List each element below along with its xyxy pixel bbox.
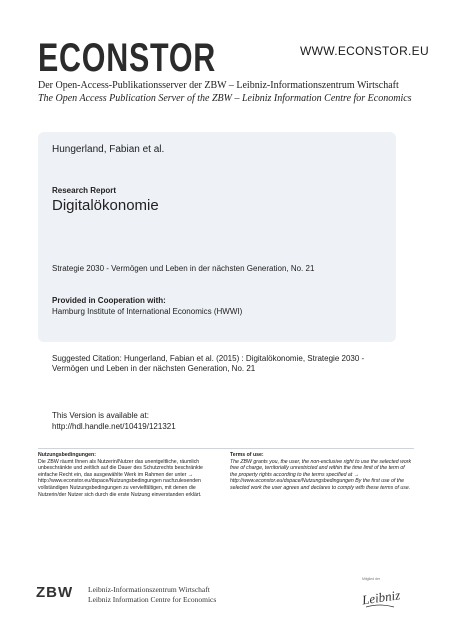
terms-english-title: Terms of use: bbox=[230, 452, 264, 458]
document-title: Digitalökonomie bbox=[52, 197, 159, 214]
leibniz-member-caption: Mitglied der bbox=[362, 577, 381, 581]
authors: Hungerland, Fabian et al. bbox=[52, 144, 165, 155]
zbw-name-german: Leibniz-Informationszentrum Wirtschaft bbox=[88, 585, 210, 594]
version-label: This Version is available at: bbox=[52, 411, 149, 420]
document-type: Research Report bbox=[52, 186, 117, 195]
suggested-citation: Suggested Citation: Hungerland, Fabian et al. (2015) : Digitalökonomie, Strategie 2030 - Vermögen und Leben in der nächsten Generation, No. 21 bbox=[52, 354, 365, 373]
tagline-english: The Open Access Publication Server of the ZBW – Leibniz Information Centre for Economics bbox=[38, 93, 412, 104]
leibniz-logo-text: Leibniz bbox=[361, 587, 402, 608]
zbw-name-english: Leibniz Information Centre for Economics bbox=[88, 595, 217, 604]
terms-german bbox=[38, 452, 220, 498]
cooperation-institution: Hamburg Institute of International Economics (HWWI) bbox=[52, 307, 243, 316]
site-url[interactable]: WWW.ECONSTOR.EU bbox=[300, 44, 429, 58]
cooperation-heading: Provided in Cooperation with: bbox=[52, 296, 166, 305]
econstor-logo bbox=[38, 36, 218, 78]
zbw-logo: ZBW bbox=[36, 584, 74, 601]
leibniz-logo bbox=[360, 584, 400, 612]
terms-german-body: Die ZBW räumt Ihnen als Nutzerin/Nutzer das unentgeltliche, räumlich unbeschränkte und zeitlich auf die Dauer des Schutzrechts beschränkte einfache Recht ein, das ausgewählte Werk im Rahmen der unter → http://www.econstor.eu/dspace/Nutzungsbedingungen nachzulesenden vollständigen Nutzungsbedingungen zu vervielfältigen, mit denen die Nutzerin/der Nutzer sich durch die erste Nutzung einverstanden erklärt. bbox=[38, 458, 203, 498]
econstor-logo-text: ECONSTOR bbox=[38, 36, 216, 80]
terms-english bbox=[230, 452, 412, 492]
handle-link[interactable]: http://hdl.handle.net/10419/121321 bbox=[52, 422, 176, 431]
terms-german-title: Nutzungsbedingungen: bbox=[38, 452, 96, 458]
terms-english-body: The ZBW grants you, the user, the non-exclusive right to use the selected work free of charge, territorially unrestricted and within the time limit of the term of the property rights according to the terms specified at → http://www.econstor.eu/dspace/Nutzungsbedingungen By the first use of the selected work the user agrees and declares to comply with these terms of use. bbox=[230, 458, 412, 491]
tagline-german: Der Open-Access-Publikationsserver der ZBW – Leibniz-Informationszentrum Wirtschaft bbox=[38, 80, 399, 91]
series-info: Strategie 2030 - Vermögen und Leben in der nächsten Generation, No. 21 bbox=[52, 264, 315, 273]
